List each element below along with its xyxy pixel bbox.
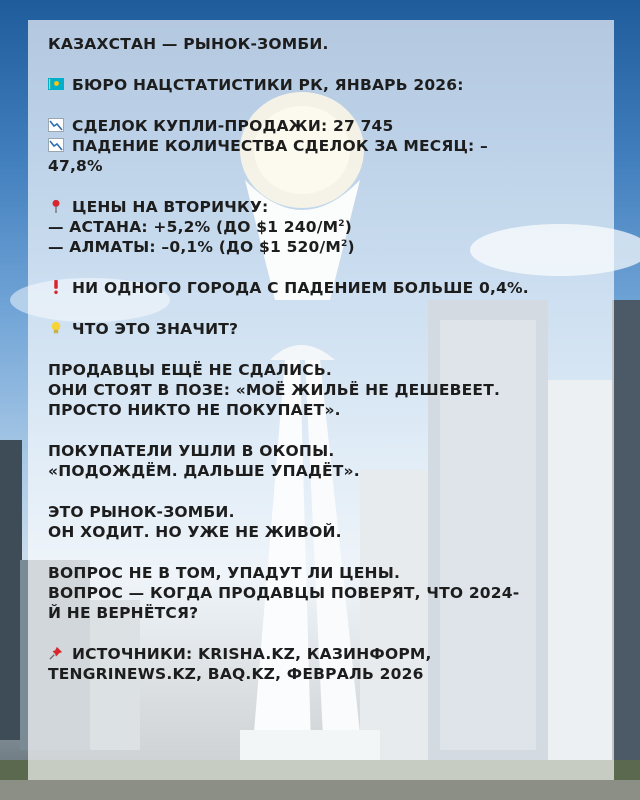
- light-bulb-icon: [48, 321, 64, 335]
- source-text: БЮРО НАЦСТАТИСТИКИ РК, ЯНВАРЬ 2026:: [72, 76, 464, 94]
- deals-text: СДЕЛОК КУПЛИ-ПРОДАЖИ: 27 745: [72, 117, 394, 135]
- drop-value: 47,8%: [48, 157, 103, 175]
- sellers-line-1: ПРОДАВЦЫ ЕЩЁ НЕ СДАЛИСЬ.: [48, 361, 332, 379]
- astana-close: ): [344, 218, 353, 236]
- sellers-line-2: ОНИ СТОЯТ В ПОЗЕ: «МОЁ ЖИЛЬЁ НЕ ДЕШЕВЕЕТ.: [48, 381, 501, 399]
- zombie-line-2: ОН ХОДИТ. НО УЖЕ НЕ ЖИВОЙ.: [48, 523, 342, 541]
- drop-text: ПАДЕНИЕ КОЛИЧЕСТВА СДЕЛОК ЗА МЕСЯЦ: –: [72, 137, 488, 155]
- drop-line: [48, 136, 600, 156]
- round-pushpin-icon: [48, 199, 64, 213]
- source-line: [48, 75, 600, 95]
- post-text: [48, 34, 600, 705]
- astana-text: — АСТАНА: +5,2% (ДО $1 240/М: [48, 218, 339, 236]
- buyers-line-1: ПОКУПАТЕЛИ УШЛИ В ОКОПЫ.: [48, 442, 335, 460]
- meaning-line: [48, 319, 600, 339]
- zombie-line-1: ЭТО РЫНОК-ЗОМБИ.: [48, 503, 235, 521]
- exclamation-mark-icon: [48, 280, 64, 294]
- question-line-3: Й НЕ ВЕРНЁТСЯ?: [48, 604, 199, 622]
- chart-decreasing-icon: [48, 138, 64, 152]
- kazakhstan-flag-icon: [48, 77, 64, 91]
- chart-decreasing-icon: [48, 118, 64, 132]
- deals-line: [48, 116, 600, 136]
- astana-sup: 2: [338, 219, 345, 229]
- buyers-line-2: «ПОДОЖДЁМ. ДАЛЬШЕ УПАДЁТ».: [48, 462, 360, 480]
- prices-heading: ЦЕНЫ НА ВТОРИЧКУ:: [72, 198, 269, 216]
- question-line-2: ВОПРОС — КОГДА ПРОДАВЦЫ ПОВЕРЯТ, ЧТО 2024-: [48, 584, 520, 602]
- almaty-close: ): [347, 238, 355, 256]
- almaty-sup: 2: [341, 239, 348, 249]
- sources-text-1: ИСТОЧНИКИ: KRISHA.KZ, КАЗИНФОРМ,: [72, 645, 432, 663]
- astana-line: [48, 217, 600, 237]
- almaty-text: — АЛМАТЫ: –0,1% (ДО $1 520/М: [48, 238, 342, 256]
- pushpin-icon: [48, 646, 64, 660]
- sources-line-2: TENGRINEWS.KZ, BAQ.KZ, ФЕВРАЛЬ 2026: [48, 665, 424, 683]
- post-title: КАЗАХСТАН — РЫНОК-ЗОМБИ.: [48, 35, 329, 53]
- question-line-1: ВОПРОС НЕ В ТОМ, УПАДУТ ЛИ ЦЕНЫ.: [48, 564, 401, 582]
- sources-line-1: [48, 644, 600, 664]
- almaty-line: [48, 237, 600, 257]
- no-city-line: [48, 278, 600, 298]
- prices-heading-line: [48, 197, 600, 217]
- sellers-line-3: ПРОСТО НИКТО НЕ ПОКУПАЕТ».: [48, 401, 341, 419]
- meaning-heading: ЧТО ЭТО ЗНАЧИТ?: [72, 320, 239, 338]
- no-city-text: НИ ОДНОГО ГОРОДА С ПАДЕНИЕМ БОЛЬШЕ 0,4%.: [72, 279, 529, 297]
